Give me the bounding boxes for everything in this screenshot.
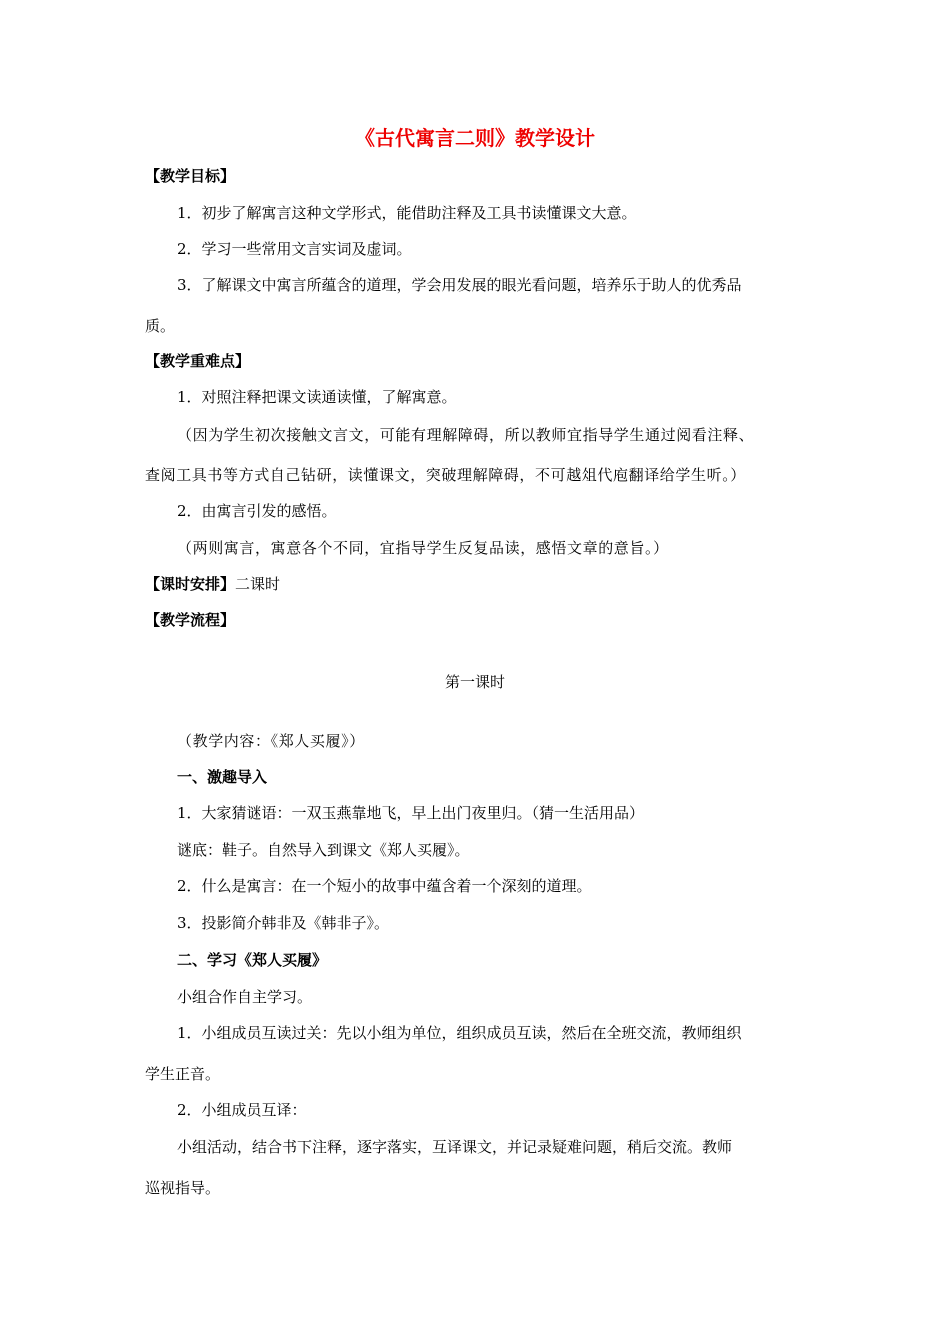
section-1-line-2: 谜底：鞋子。自然导入到课文《郑人买履》。 (177, 841, 470, 859)
process-heading: 【教学流程】 (145, 611, 236, 629)
keypoint-note-1-line-1: （因为学生初次接触文言文，可能有理解障碍，所以教师宜指导学生通过阅看注释、 (177, 426, 755, 444)
goal-item-3-cont: 质。 (145, 317, 176, 335)
section-2-line-5: 小组活动，结合书下注释，逐字落实，互译课文，并记录疑难问题，稍后交流。教师 (177, 1138, 733, 1156)
section-2-line-3: 学生正音。 (145, 1065, 221, 1083)
goal-item-1: 1．初步了解寓言这种文学形式，能借助注释及工具书读懂课文大意。 (177, 204, 637, 222)
lesson-1-title: 第一课时 (444, 673, 505, 691)
document-title: 《古代寓言二则》教学设计 (355, 126, 595, 150)
section-2-line-6: 巡视指导。 (145, 1179, 221, 1197)
section-1-line-1: 1．大家猜谜语：一双玉燕靠地飞，早上出门夜里归。（猜一生活用品） (177, 804, 645, 822)
keypoint-item-2: 2．由寓言引发的感悟。 (177, 502, 337, 520)
schedule-row (145, 574, 280, 594)
schedule-heading: 【课时安排】 (145, 575, 236, 593)
section-2-heading: 二、学习《郑人买履》 (177, 951, 328, 969)
section-2-line-4: 2．小组成员互译： (177, 1101, 307, 1119)
goal-item-2: 2．学习一些常用文言实词及虚词。 (177, 240, 412, 258)
keypoint-note-1-line-2: 查阅工具书等方式自己钻研，读懂课文，突破理解障碍，不可越俎代庖翻译给学生听。） (145, 466, 746, 484)
section-2-line-2: 1．小组成员互读过关：先以小组为单位，组织成员互读，然后在全班交流，教师组织 (177, 1024, 742, 1042)
section-2-line-1: 小组合作自主学习。 (177, 988, 313, 1006)
goal-item-3: 3．了解课文中寓言所蕴含的道理，学会用发展的眼光看问题，培养乐于助人的优秀品 (177, 276, 742, 294)
keypoint-item-1: 1．对照注释把课文读通读懂，了解寓意。 (177, 388, 457, 406)
lesson-1-content: （教学内容：《郑人买履》） (177, 732, 365, 750)
section-1-line-3: 2．什么是寓言：在一个短小的故事中蕴含着一个深刻的道理。 (177, 877, 592, 895)
section-1-line-4: 3．投影简介韩非及《韩非子》。 (177, 914, 390, 932)
goals-heading: 【教学目标】 (145, 167, 236, 185)
schedule-value: 二课时 (235, 575, 281, 593)
keypoint-note-2: （两则寓言，寓意各个不同，宜指导学生反复品读，感悟文章的意旨。） (177, 539, 669, 557)
section-1-heading: 一、激趣导入 (177, 768, 268, 786)
keypoints-heading: 【教学重难点】 (145, 352, 251, 370)
